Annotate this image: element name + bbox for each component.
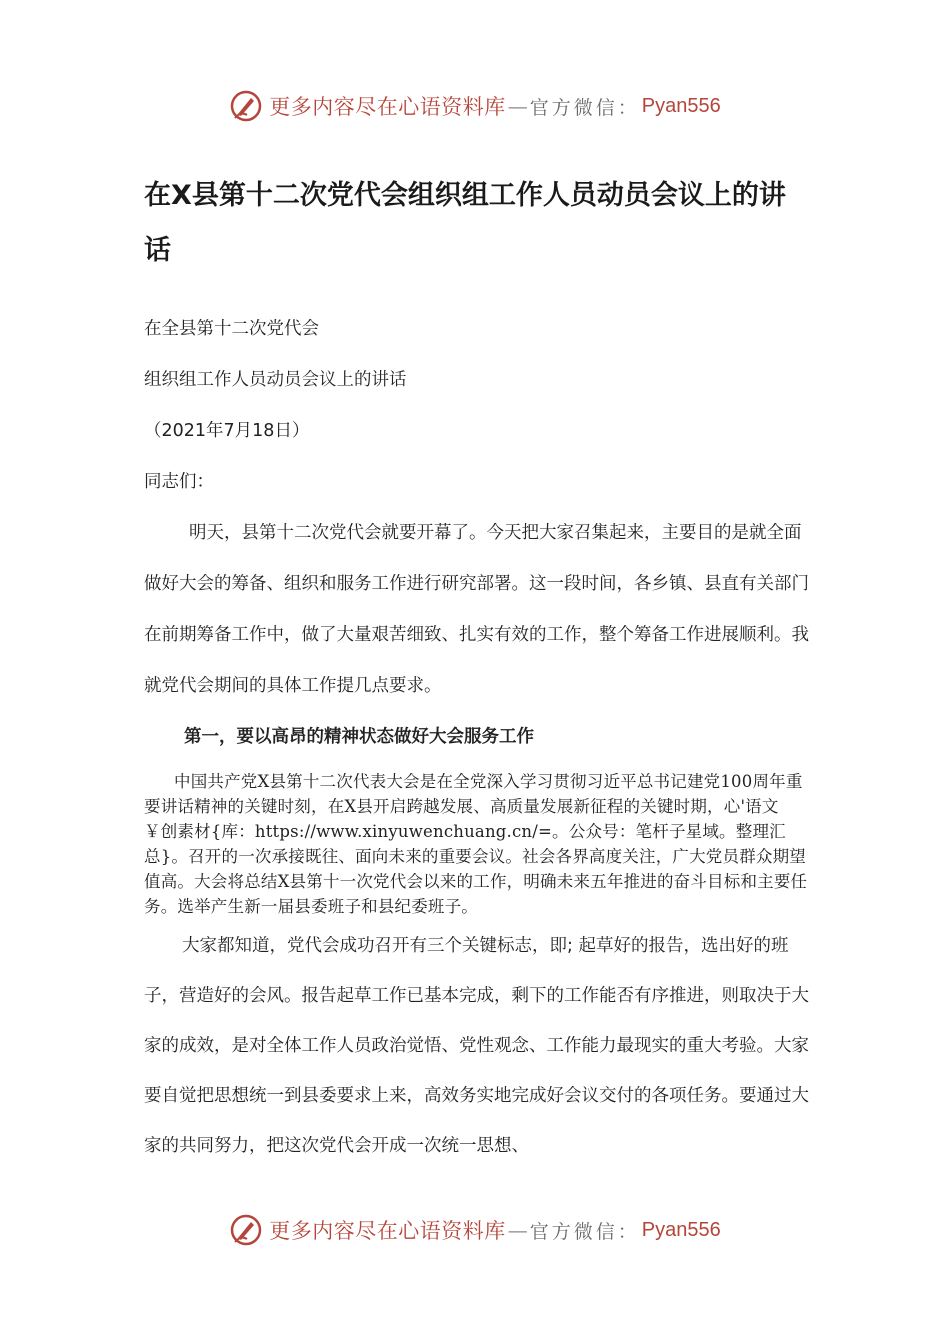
salutation: 同志们： (144, 472, 214, 492)
banner-text: 更多内容尽在心语资料库 (269, 95, 506, 119)
document-title: 在X县第十二次党代会组织组工作人员动员会议上的讲话 (144, 180, 786, 266)
banner-text: 更多内容尽在心语资料库 (269, 1219, 506, 1243)
paragraph-2: 中国共产党X县第十二次代表大会是在全党深入学习贯彻习近平总书记建党100周年重要讲话精神的关键时刻，在X县开启跨越发展、高质量发展新征程的关键时期，心'语文￥创素材{库：https://www.xinyuwenchuang.cn/=。公众号：笔杆子星域。整理汇总}。召开的一次承接既往、面向未来的重要会议。社会各界高度关注，广大党员群众期望值高。大会将总结X县第十一次党代会以来的工作，明确未来五年推进的奋斗目标和主要任务。选举产生新一届县委班子和县纪委班子。 (144, 772, 808, 916)
banner-separator: — (507, 1218, 528, 1242)
subtitle-line-2: 组织组工作人员动员会议上的讲话 (144, 370, 407, 390)
pen-logo-icon (229, 1213, 263, 1247)
subtitle-line-1: 在全县第十二次党代会 (144, 319, 319, 339)
header-banner (0, 86, 950, 126)
paragraph-1: 明天，县第十二次党代会就要开幕了。今天把大家召集起来，主要目的是就全面做好大会的筹备、组织和服务工作进行研究部署。这一段时间，各乡镇、县直有关部门在前期筹备工作中，做了大量艰苦细致、扎实有效的工作，整个筹备工作进展顺利。我就党代会期间的具体工作提几点要求。 (144, 523, 809, 696)
pen-logo-icon (229, 89, 263, 123)
banner-wechat-id: Pyan556 (641, 94, 721, 117)
document-body (144, 168, 809, 1171)
speech-date: （2021年7月18日） (144, 421, 310, 441)
banner-label: 官方微信： (529, 1220, 640, 1243)
banner-wechat-id: Pyan556 (641, 1218, 721, 1241)
paragraph-3: 大家都知道，党代会成功召开有三个关键标志，即; 起草好的报告，选出好的班子，营造好的会风。报告起草工作已基本完成，剩下的工作能否有序推进，则取决于大家的成效，是对全体工作人员政治觉悟、党性观念、工作能力最现实的重大考验。大家要自觉把思想统一到县委要求上来，高效务实地完成好会议交付的各项任务。要通过大家的共同努力，把这次党代会开成一次统一思想、 (144, 936, 809, 1156)
banner-separator: — (507, 94, 528, 118)
footer-banner (0, 1210, 950, 1250)
banner-label: 官方微信： (529, 96, 640, 119)
section-heading-1: 第一，要以高昂的精神状态做好大会服务工作 (184, 727, 534, 747)
